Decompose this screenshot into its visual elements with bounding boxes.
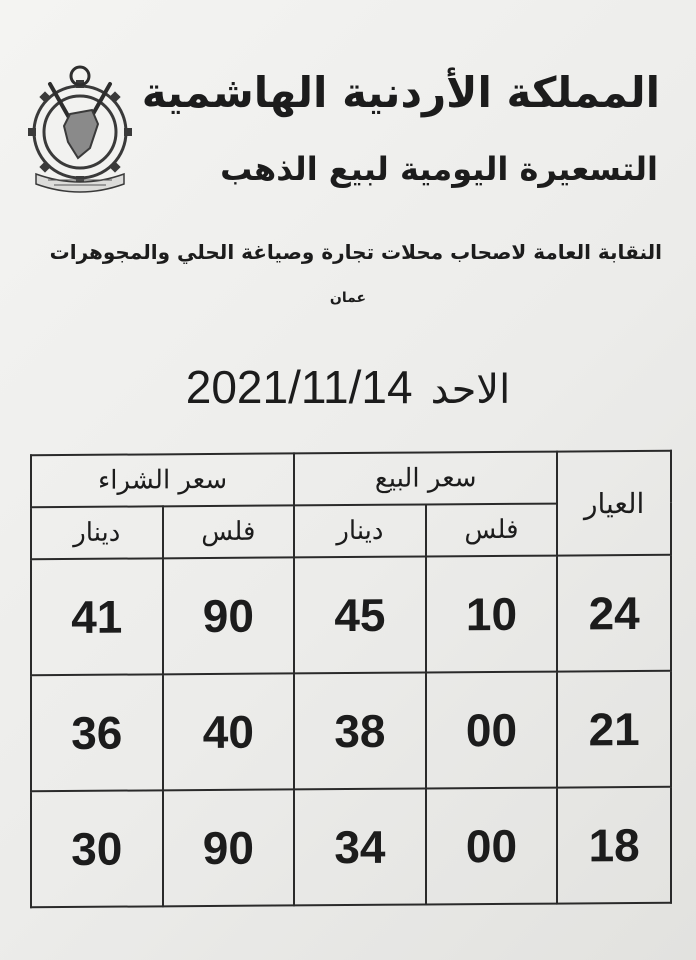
date-line — [0, 360, 696, 414]
karat-header: العيار — [557, 451, 671, 556]
sell-fils-cell: 10 — [426, 556, 558, 673]
sell-fils-cell: 00 — [426, 672, 558, 789]
karat-cell: 24 — [557, 555, 671, 672]
buy-dinar-cell: 41 — [31, 558, 163, 675]
buy-fils-header: فلس — [163, 505, 295, 558]
union-emblem-icon — [14, 62, 146, 194]
sell-dinar-cell: 45 — [294, 556, 426, 673]
sell-dinar-header: دينار — [294, 504, 426, 557]
buy-fils-cell: 90 — [163, 789, 295, 906]
daily-pricing-title: التسعيرة اليومية لبيع الذهب — [220, 150, 658, 188]
country-title: المملكة الأردنية الهاشمية — [141, 68, 660, 117]
sell-price-header: سعر البيع — [294, 452, 557, 506]
gold-price-table — [30, 450, 672, 908]
sell-fils-header: فلس — [426, 504, 558, 557]
sell-dinar-cell: 34 — [294, 788, 426, 905]
table-row — [31, 671, 671, 791]
karat-cell: 21 — [557, 671, 671, 788]
sell-fils-cell: 00 — [426, 788, 558, 905]
karat-cell: 18 — [557, 787, 671, 904]
date-value: 2021/11/14 — [185, 361, 413, 413]
day-name: الاحد — [430, 367, 511, 413]
buy-dinar-cell: 30 — [31, 790, 163, 907]
sell-dinar-cell: 38 — [294, 672, 426, 789]
buy-dinar-header: دينار — [31, 506, 163, 559]
city-label: عمان — [329, 290, 367, 306]
table-row — [31, 555, 671, 675]
buy-dinar-cell: 36 — [31, 674, 163, 791]
table-row — [31, 787, 671, 907]
buy-fils-cell: 40 — [163, 673, 295, 790]
buy-price-header: سعر الشراء — [31, 453, 294, 507]
buy-fils-cell: 90 — [163, 557, 295, 674]
table-header-row — [31, 451, 671, 507]
union-name: النقابة العامة لاصحاب محلات تجارة وصياغة الحلي والمجوهرات — [49, 240, 662, 264]
